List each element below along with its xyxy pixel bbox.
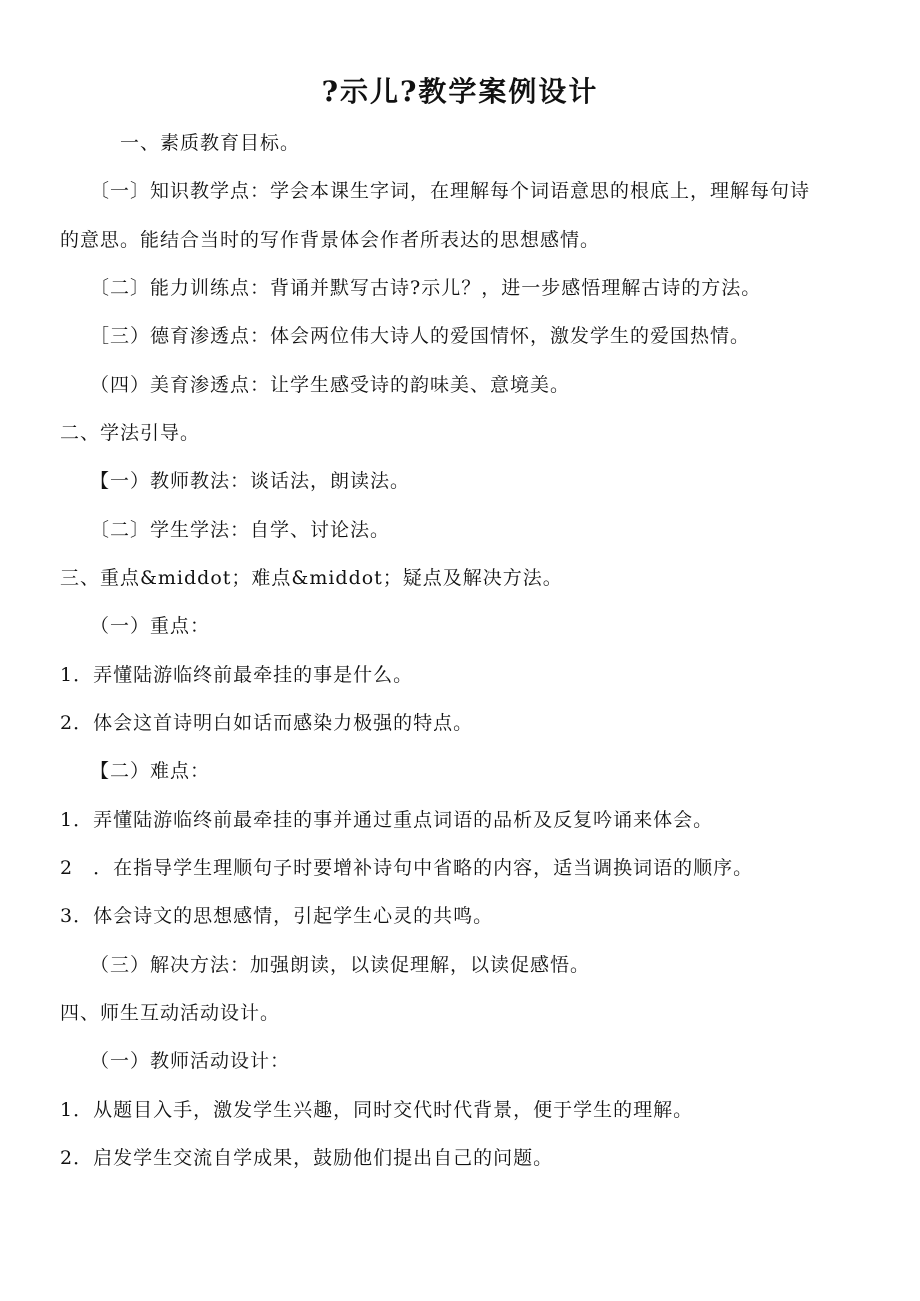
- list-item-key-1: 1．弄懂陆游临终前最牵挂的事是什么。: [60, 664, 414, 686]
- subheading-teacher-activity: （一）教师活动设计：: [90, 1050, 291, 1072]
- paragraph-teacher-method: 【一）教师教法：谈话法，朗读法。: [90, 470, 411, 492]
- section-heading-key-points: 三、重点&middot；难点&middot；疑点及解决方法。: [60, 567, 563, 589]
- section-heading-method: 二、学法引导。: [60, 422, 201, 444]
- list-item-activity-2: 2．启发学生交流自学成果，鼓励他们提出自己的问题。: [60, 1147, 554, 1169]
- section-heading-interaction: 四、师生互动活动设计。: [60, 1002, 281, 1024]
- list-item-difficulty-3: 3．体会诗文的思想感情，引起学生心灵的共鸣。: [60, 905, 494, 927]
- list-item-difficulty-1: 1．弄懂陆游临终前最牵挂的事并通过重点词语的品析及反复吟诵来体会。: [60, 809, 714, 831]
- paragraph-knowledge-point: 〔一〕知识教学点：学会本课生字词，在理解每个词语意思的根底上，理解每句诗: [90, 180, 811, 202]
- section-heading-goals: 一、素质教育目标。: [120, 132, 301, 154]
- paragraph-ability-point: 〔二〕能力训练点：背诵并默写古诗?示儿？，进一步感悟理解古诗的方法。: [90, 277, 762, 299]
- paragraph-aesthetic-point: （四）美育渗透点：让学生感受诗的韵味美、意境美。: [90, 374, 571, 396]
- paragraph-solution: （三）解决方法：加强朗读，以读促理解，以读促感悟。: [90, 954, 591, 976]
- subheading-difficulties: 【二）难点：: [90, 760, 211, 782]
- paragraph-moral-point: ［三）德育渗透点：体会两位伟大诗人的爱国情怀，激发学生的爱国热情。: [90, 325, 751, 347]
- subheading-key-points: （一）重点：: [90, 615, 211, 637]
- list-item-activity-1: 1．从题目入手，激发学生兴趣，同时交代时代背景，便于学生的理解。: [60, 1099, 694, 1121]
- paragraph-knowledge-point-cont: 的意思。能结合当时的写作背景体会作者所表达的思想感情。: [60, 229, 601, 251]
- paragraph-student-method: 〔二〕学生学法：自学、讨论法。: [90, 519, 391, 541]
- list-item-difficulty-2: 2 ．在指导学生理顺句子时要增补诗句中省略的内容，适当调换词语的顺序。: [60, 857, 754, 879]
- document-title: ?示儿?教学案例设计: [321, 75, 599, 108]
- list-item-key-2: 2．体会这首诗明白如话而感染力极强的特点。: [60, 712, 474, 734]
